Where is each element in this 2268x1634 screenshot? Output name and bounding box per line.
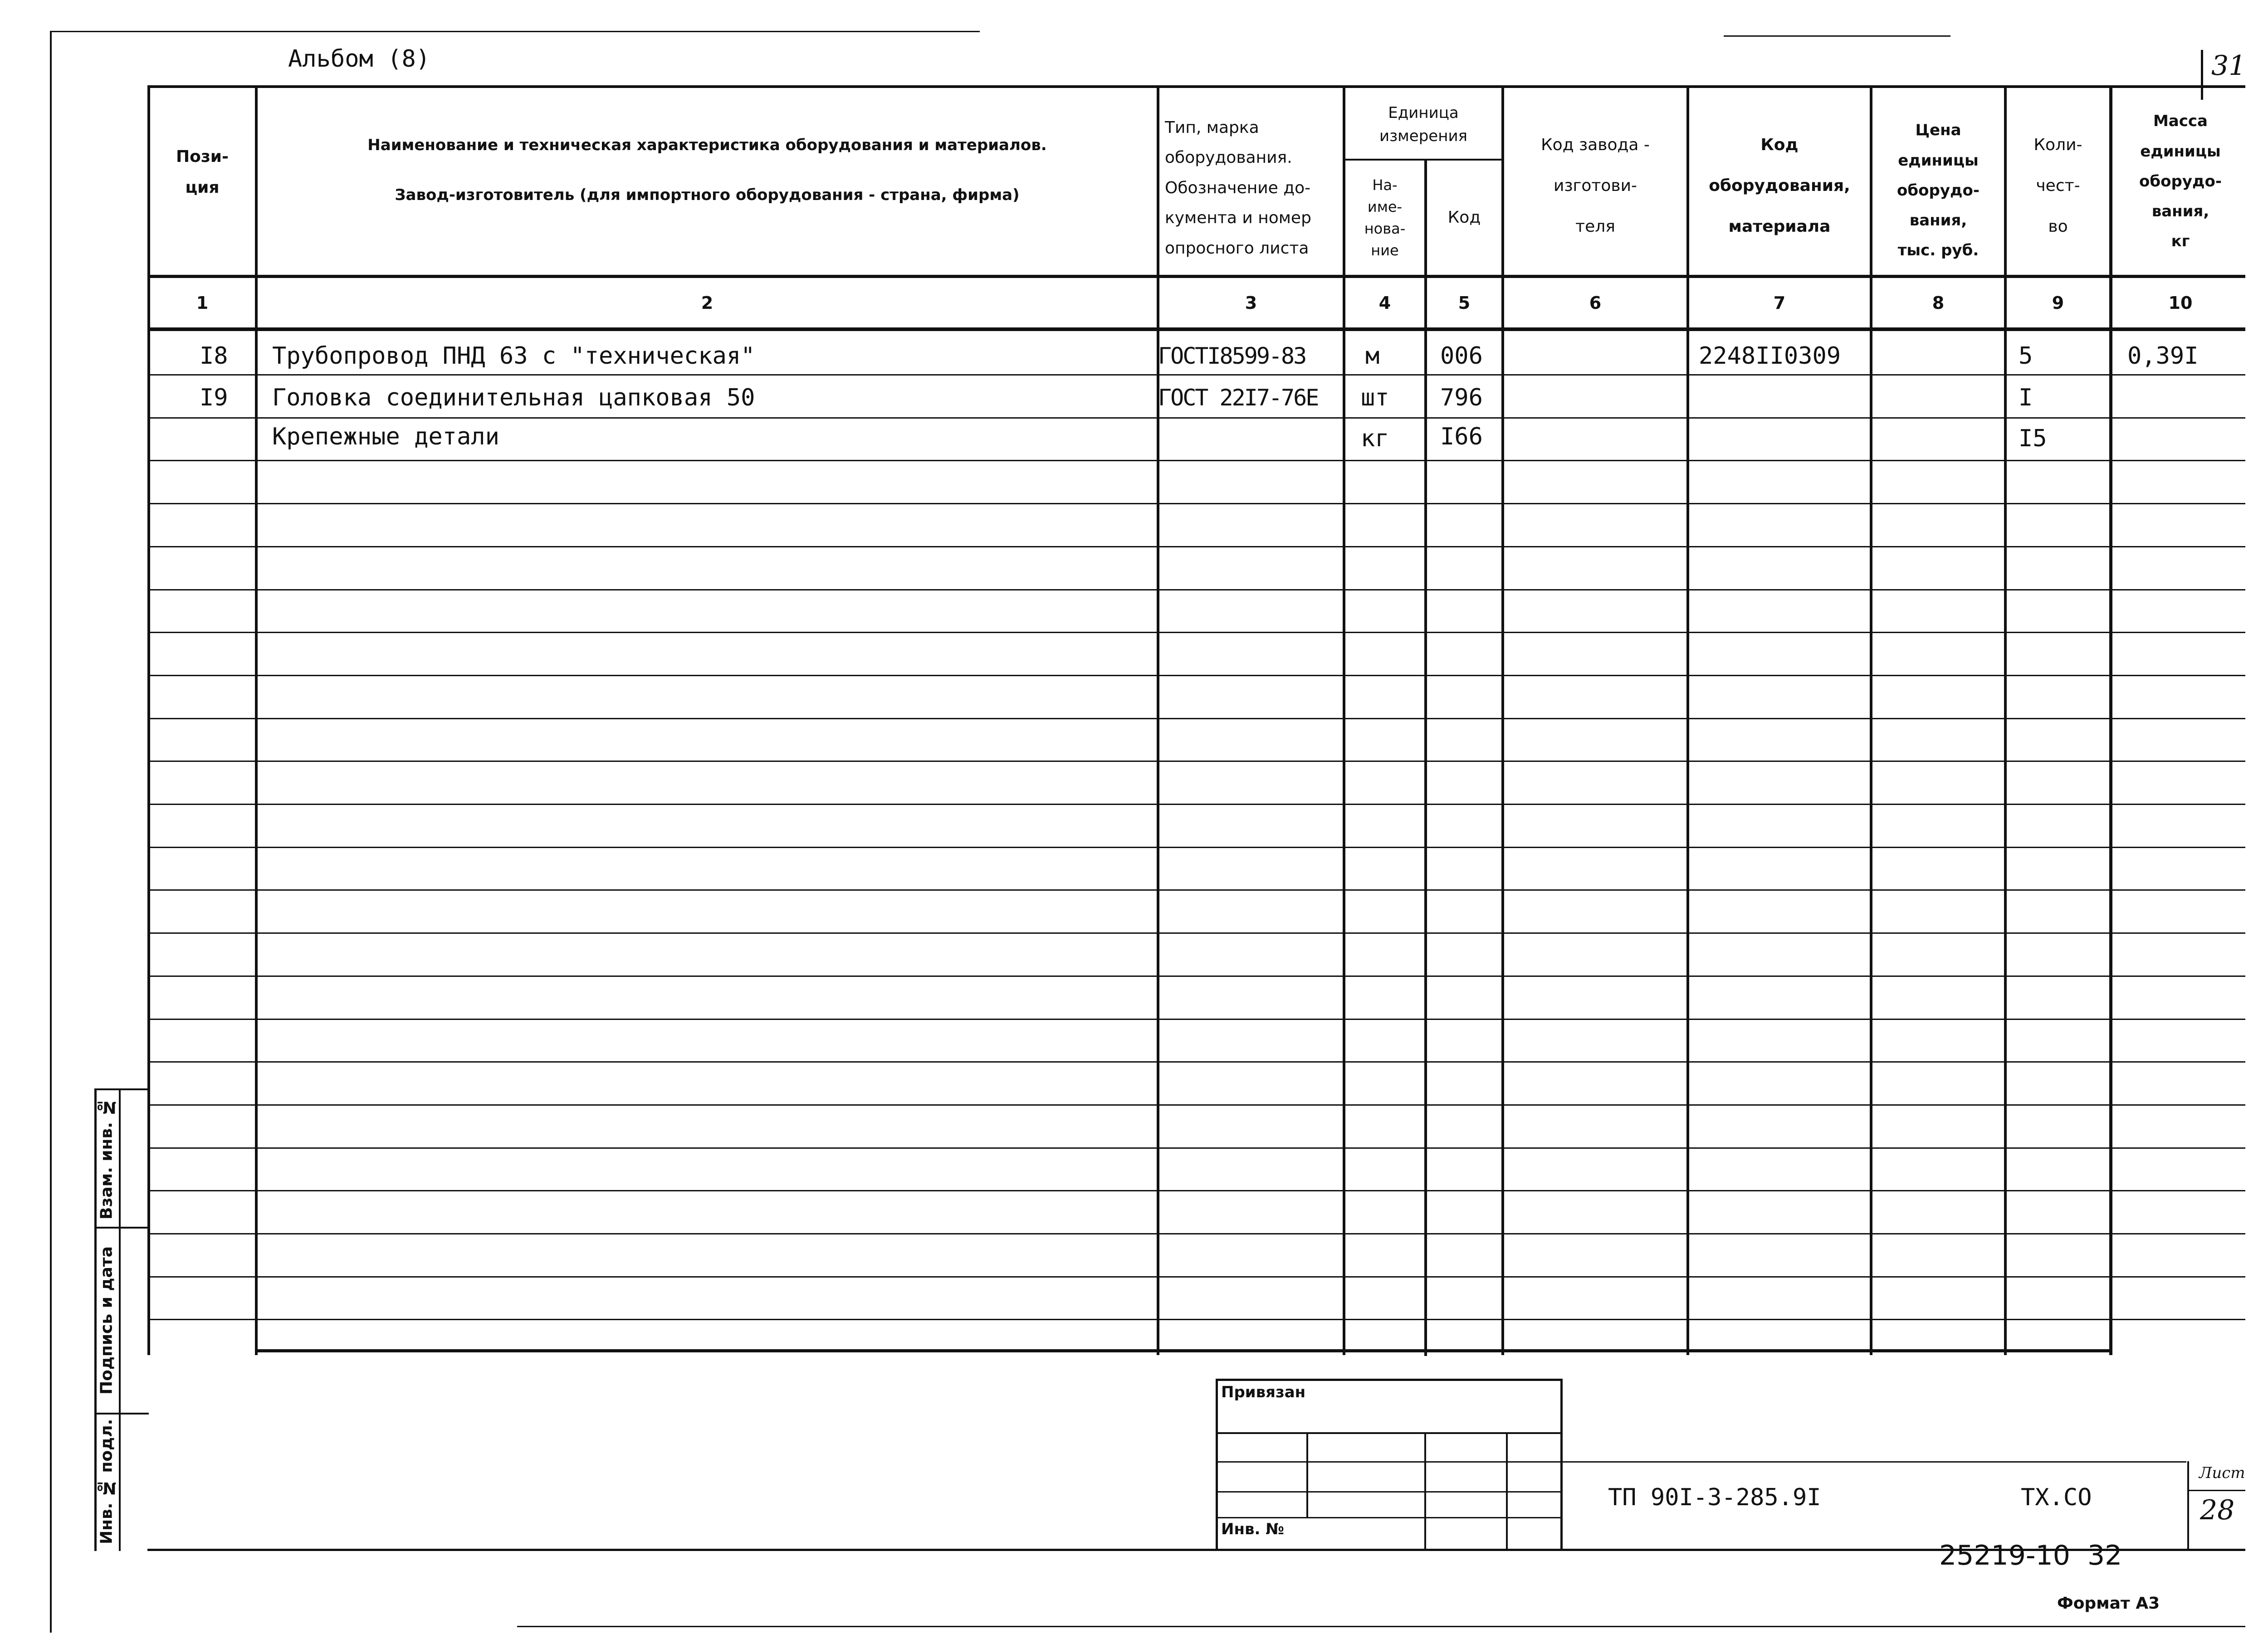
column-number-2: 2 bbox=[701, 293, 714, 313]
column-number-6: 6 bbox=[1589, 293, 1602, 313]
col-line-1 bbox=[255, 85, 258, 1355]
stamp-inv-replace: Взам. инв. № bbox=[97, 1097, 116, 1219]
column-number-10: 10 bbox=[2168, 293, 2193, 313]
frame-bottom-line bbox=[147, 1549, 2245, 1551]
row-rule bbox=[150, 1061, 2245, 1063]
bound-box-right bbox=[1560, 1379, 1563, 1550]
row-mass: 0,39I bbox=[2127, 342, 2199, 370]
row-rule bbox=[150, 1104, 2245, 1106]
corner-divider bbox=[2201, 50, 2203, 100]
table-top-border bbox=[147, 85, 2245, 88]
column-number-9: 9 bbox=[2052, 293, 2064, 313]
col-line-2 bbox=[1157, 85, 1159, 1355]
row-doc: ГОСТ 22I7-76Е bbox=[1158, 385, 1318, 411]
col-line-9 bbox=[2109, 85, 2112, 1355]
row-rule bbox=[150, 1233, 2245, 1234]
frame-bottom-rule bbox=[517, 1626, 2245, 1627]
row-position: I8 bbox=[200, 342, 228, 370]
col-line-3 bbox=[1343, 85, 1345, 1355]
designation: ТП 90I-3-285.9I bbox=[1608, 1484, 1821, 1511]
row-rule bbox=[150, 718, 2245, 719]
row-name: Крепежные детали bbox=[272, 423, 499, 450]
sheet-box-left bbox=[2187, 1461, 2189, 1550]
page-corner-number: 31 bbox=[2211, 50, 2246, 82]
row-position: I9 bbox=[200, 384, 228, 411]
row-quantity: I bbox=[2019, 384, 2033, 411]
sheet-number: 28 bbox=[2200, 1494, 2235, 1526]
frame-left-line bbox=[50, 32, 52, 1633]
row-unit: м bbox=[1365, 342, 1380, 370]
sheet-label: Лист bbox=[2199, 1464, 2245, 1482]
row-rule bbox=[150, 632, 2245, 633]
column-number-4: 4 bbox=[1378, 293, 1391, 313]
bound-box-h3 bbox=[1216, 1491, 1563, 1493]
row-quantity: I5 bbox=[2019, 425, 2047, 452]
header-name-line2: Завод-изготовитель (для импортного оборудования - страна, фирма) bbox=[395, 185, 1020, 204]
bound-box-v3 bbox=[1506, 1432, 1508, 1549]
title-line-top bbox=[1560, 1461, 2186, 1463]
row-rule bbox=[150, 1276, 2245, 1278]
sheet-box-mid bbox=[2187, 1490, 2245, 1491]
header-unit-code: Код bbox=[1447, 208, 1481, 227]
row-rule bbox=[150, 804, 2245, 805]
row-rule bbox=[150, 503, 2245, 504]
col-line-6 bbox=[1686, 85, 1689, 1355]
bound-box-top bbox=[1216, 1379, 1563, 1381]
header-unit-group: Единица измерения bbox=[1379, 104, 1468, 145]
frame-top-line-2 bbox=[1724, 35, 1950, 37]
inv-no-label: Инв. № bbox=[1221, 1520, 1285, 1538]
row-name: Трубопровод ПНД 63 с "техническая" bbox=[272, 342, 755, 370]
row-rule bbox=[150, 761, 2245, 762]
bound-box-left bbox=[1216, 1379, 1218, 1550]
row-rule bbox=[150, 932, 2245, 934]
album-label: Альбом (8) bbox=[288, 45, 430, 73]
column-number-5: 5 bbox=[1458, 293, 1471, 313]
bound-box-h1 bbox=[1216, 1432, 1563, 1434]
row-quantity: 5 bbox=[2019, 342, 2033, 370]
frame-top-line bbox=[50, 31, 980, 32]
row-rule bbox=[150, 889, 2245, 891]
column-number-1: 1 bbox=[196, 293, 209, 313]
section-code: ТХ.СО bbox=[2021, 1484, 2092, 1511]
header-position: Пози- ция bbox=[176, 147, 229, 197]
row-code: I66 bbox=[1440, 423, 1483, 450]
header-mass: Масса единицы оборудо- вания, кг bbox=[2139, 112, 2222, 251]
header-name-line1: Наименование и техническая характеристика оборудования и материалов. bbox=[367, 136, 1047, 154]
bound-box-v2 bbox=[1424, 1432, 1426, 1549]
col-line-7 bbox=[1870, 85, 1872, 1355]
bound-box-h4 bbox=[1216, 1517, 1563, 1518]
row-rule bbox=[150, 1019, 2245, 1020]
row-rule bbox=[150, 976, 2245, 977]
row-rule bbox=[150, 460, 2245, 461]
stamp-inv-original: Инв. № подл. bbox=[97, 1419, 116, 1545]
bound-box-v1 bbox=[1306, 1432, 1308, 1518]
stamp-mid-border bbox=[119, 1088, 121, 1551]
row-unit: шт bbox=[1361, 384, 1389, 411]
header-bottom-border bbox=[147, 275, 2245, 278]
row-rule bbox=[150, 589, 2245, 590]
header-factory-code: Код завода - изготови- теля bbox=[1541, 136, 1650, 236]
column-number-7: 7 bbox=[1773, 293, 1786, 313]
unit-group-divider bbox=[1343, 159, 1504, 161]
header-price: Цена единицы оборудо- вания, тыс. руб. bbox=[1897, 121, 1980, 260]
row-rule bbox=[150, 546, 2245, 547]
bound-label: Привязан bbox=[1221, 1383, 1306, 1401]
row-code: 796 bbox=[1440, 384, 1483, 411]
header-quantity: Коли- чест- во bbox=[2033, 136, 2082, 236]
col-line-4 bbox=[1424, 159, 1427, 1356]
column-number-3: 3 bbox=[1245, 293, 1257, 313]
row-material-code: 2248II0309 bbox=[1699, 342, 1841, 370]
row-doc: ГОСТI8599-83 bbox=[1158, 343, 1306, 369]
table-body-bottom bbox=[256, 1349, 2112, 1352]
row-name: Головка соединительная цапковая 50 bbox=[272, 384, 755, 411]
col-line-8 bbox=[2004, 85, 2007, 1355]
bound-box-h2 bbox=[1216, 1461, 1563, 1463]
document-number: 25219-10 32 bbox=[1939, 1540, 2122, 1571]
header-material-code: Код оборудования, материала bbox=[1709, 136, 1850, 236]
row-rule bbox=[150, 847, 2245, 848]
row-rule bbox=[150, 1190, 2245, 1191]
column-number-8: 8 bbox=[1932, 293, 1945, 313]
row-rule bbox=[150, 1147, 2245, 1149]
row-rule bbox=[150, 675, 2245, 676]
row-rule bbox=[150, 1319, 2245, 1320]
number-row-bottom-border bbox=[147, 327, 2245, 331]
row-unit: кг bbox=[1361, 425, 1389, 452]
row-code: 006 bbox=[1440, 342, 1483, 370]
stamp-signature-date: Подпись и дата bbox=[97, 1246, 116, 1395]
col-line-5 bbox=[1501, 85, 1504, 1355]
format-label: Формат А3 bbox=[2057, 1594, 2160, 1613]
header-unit-name: На- име- нова- ние bbox=[1364, 176, 1406, 259]
header-type-doc: Тип, марка оборудования. Обозначение до- кумента и номер опросного листа bbox=[1165, 118, 1311, 258]
